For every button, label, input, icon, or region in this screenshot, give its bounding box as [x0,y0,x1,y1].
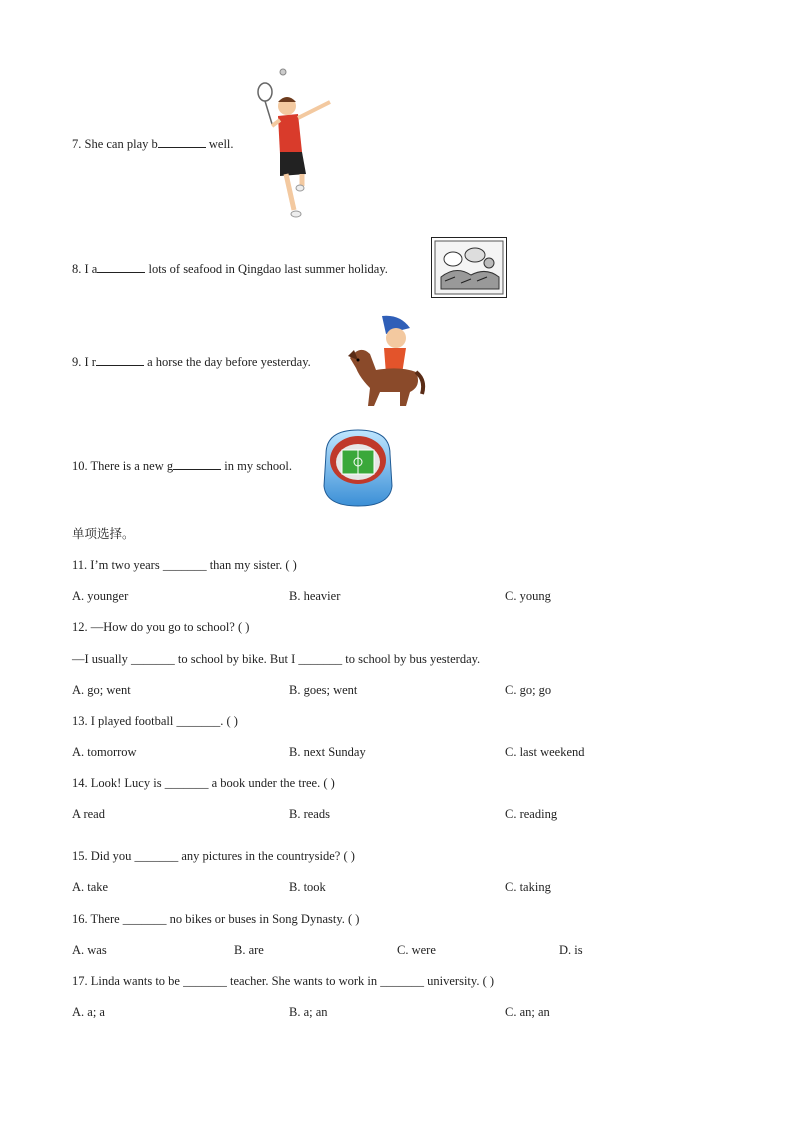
fill-item-9 [72,354,311,370]
question-stem: 17. Linda wants to be _______ teacher. She wants to work in _______ university. ( ) [72,974,495,988]
question-stem: 14. Look! Lucy is _______ a book under the tree. ( ) [72,776,335,790]
fill-item-8 [72,261,388,277]
horse-rider-illustration [340,314,426,410]
question-stem: 16. There _______ no bikes or buses in Song Dynasty. ( ) [72,912,360,926]
option-a[interactable]: A. tomorrow [72,745,137,759]
seafood-illustration [431,237,507,298]
option-b[interactable]: B. heavier [289,589,341,603]
fill-text: 9. I r [72,355,96,369]
option-b[interactable]: B. reads [289,807,330,821]
answer-blank[interactable] [97,261,145,273]
option-b[interactable]: B. are [234,943,264,957]
fill-text: in my school. [221,459,292,473]
section-title: 单项选择。 [72,526,135,541]
option-c[interactable]: C. go; go [505,683,552,697]
option-a[interactable]: A read [72,807,105,821]
option-b[interactable]: B. a; an [289,1005,328,1019]
fill-text: lots of seafood in Qingdao last summer holiday. [145,262,388,276]
option-c[interactable]: C. an; an [505,1005,550,1019]
question-stem: 12. —How do you go to school? ( ) [72,620,250,634]
option-c[interactable]: C. taking [505,880,551,894]
answer-blank[interactable] [158,136,206,148]
option-c[interactable]: C. reading [505,807,558,821]
option-c[interactable]: C. last weekend [505,745,585,759]
option-a[interactable]: A. a; a [72,1005,105,1019]
option-d[interactable]: D. is [559,943,583,957]
option-a[interactable]: A. younger [72,589,129,603]
fill-text: 10. There is a new g [72,459,174,473]
fill-text: 7. She can play b [72,137,158,151]
option-c[interactable]: C. young [505,589,551,603]
option-b[interactable]: B. next Sunday [289,745,366,759]
question-stem-dialogue: —I usually _______ to school by bike. But I _______ to school by bus yesterday. [72,652,481,666]
answer-blank[interactable] [173,458,221,470]
fill-item-7 [72,136,234,152]
question-stem: 15. Did you _______ any pictures in the countryside? ( ) [72,849,355,863]
option-b[interactable]: B. goes; went [289,683,358,697]
option-c[interactable]: C. were [397,943,436,957]
badminton-player-illustration [250,62,340,222]
fill-item-10 [72,458,292,474]
question-stem: 13. I played football _______. ( ) [72,714,238,728]
option-a[interactable]: A. take [72,880,109,894]
option-a[interactable]: A. go; went [72,683,131,697]
option-b[interactable]: B. took [289,880,326,894]
question-stem: 11. I’m two years _______ than my sister. ( ) [72,558,297,572]
option-a[interactable]: A. was [72,943,107,957]
stadium-illustration [318,424,398,510]
fill-text: a horse the day before yesterday. [143,355,311,369]
fill-text: 8. I a [72,262,98,276]
answer-blank[interactable] [96,354,144,366]
fill-text: well. [205,137,234,151]
